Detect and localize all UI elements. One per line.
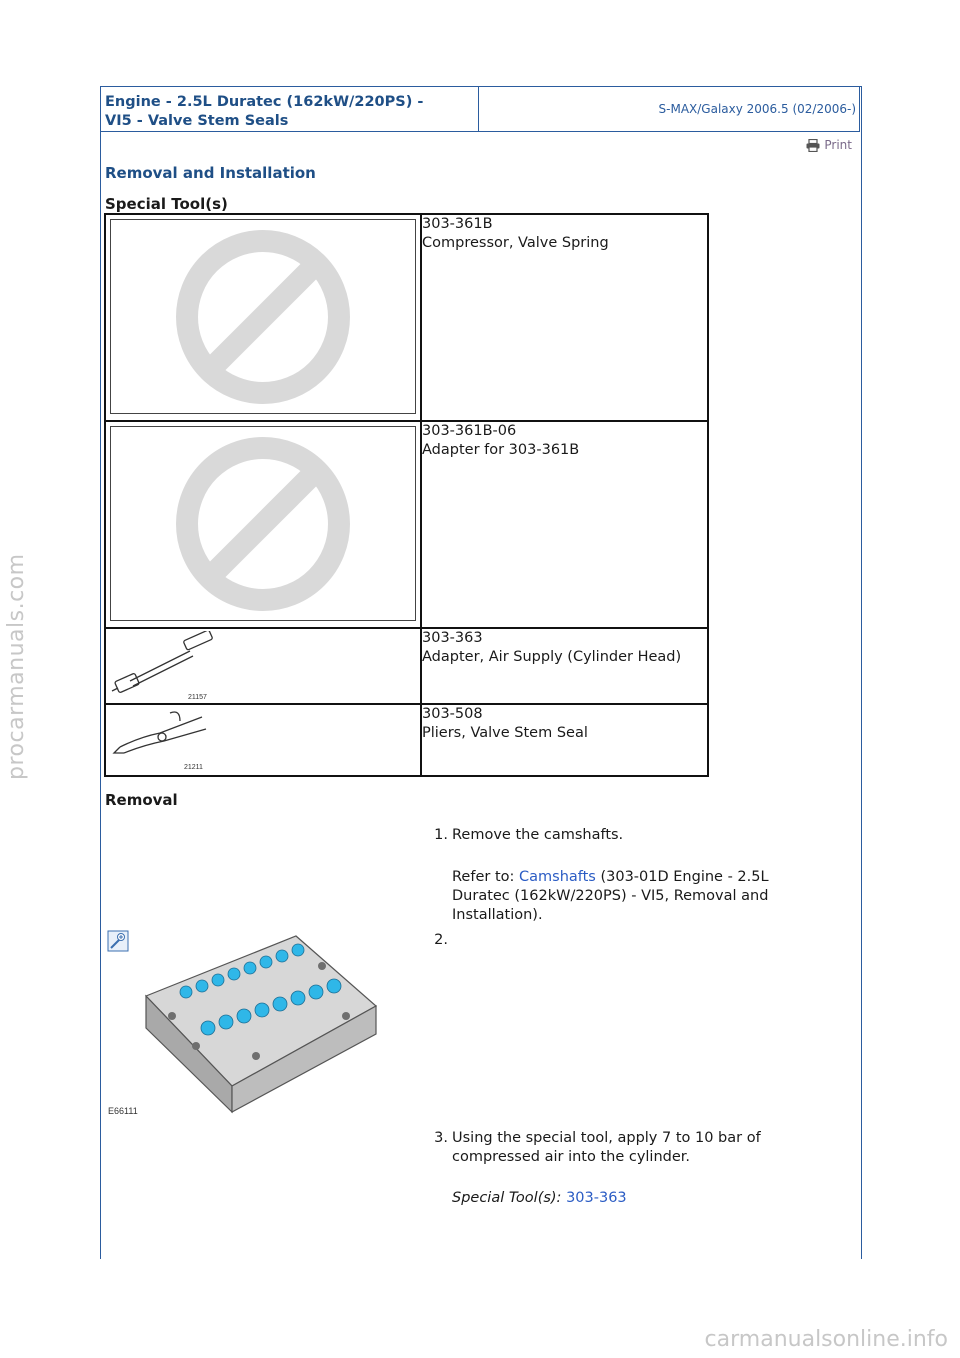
- step-text: Using the special tool, apply 7 to 10 bar of compressed air into the cylinder.: [452, 1130, 761, 1165]
- tool-row: [105, 704, 708, 776]
- illustration-label: E66111: [108, 1106, 138, 1116]
- air-adapter-illustration: [110, 631, 250, 701]
- tool-description-cell: [421, 628, 708, 704]
- tool-description-cell: [421, 421, 708, 628]
- image-unavailable-placeholder: [110, 219, 416, 414]
- tool-description-cell: [421, 214, 708, 421]
- tool-image-cell: [105, 628, 421, 704]
- tool-description-cell: [421, 704, 708, 776]
- tool-code: 303-361B-06: [422, 423, 517, 439]
- step-number: 2.: [434, 932, 448, 948]
- document-header: [100, 86, 860, 132]
- tool-image-cell: [105, 421, 421, 628]
- tool-row: [105, 421, 708, 628]
- refer-prefix: Refer to:: [452, 869, 519, 885]
- bottom-watermark: carmanualsonline.info: [704, 1327, 948, 1352]
- image-unavailable-placeholder: [110, 426, 416, 621]
- step-number: 1.: [434, 827, 448, 843]
- step-reference: [452, 868, 812, 925]
- special-tools-table: [104, 213, 709, 777]
- camshafts-link[interactable]: Camshafts: [519, 869, 596, 885]
- step-text: Remove the camshafts.: [452, 827, 624, 843]
- tool-code: 303-508: [422, 706, 483, 722]
- step-special-tool: [452, 1189, 812, 1208]
- cylinder-head-illustration: [106, 928, 382, 1120]
- tool-code: 303-363: [422, 630, 483, 646]
- tool-name: Pliers, Valve Stem Seal: [422, 725, 588, 741]
- print-button[interactable]: [806, 138, 852, 152]
- special-tool-prefix: Special Tool(s):: [452, 1190, 562, 1206]
- title-line-1: Engine - 2.5L Duratec (162kW/220PS) -: [105, 94, 424, 110]
- step-number: 3.: [434, 1130, 448, 1146]
- tool-name: Compressor, Valve Spring: [422, 235, 609, 251]
- prohibited-icon: [173, 434, 353, 614]
- removal-step: [424, 826, 824, 936]
- side-watermark: procarmanuals.com: [4, 553, 29, 780]
- removal-title: Removal: [105, 791, 178, 809]
- removal-step: [424, 931, 484, 951]
- pliers-illustration: [110, 707, 250, 773]
- document-title: [101, 87, 479, 131]
- enlarge-image-icon[interactable]: [108, 931, 128, 951]
- removal-step: [424, 1129, 824, 1219]
- vehicle-model: S-MAX/Galaxy 2006.5 (02/2006-): [658, 102, 856, 116]
- section-title: Removal and Installation: [105, 164, 316, 182]
- printer-icon: [806, 139, 820, 152]
- refer-suffix: (303-01D Engine - 2.5L Duratec (162kW/220PS) - VI5, Removal and Installation).: [452, 869, 769, 923]
- tool-image-label: 21157: [188, 694, 207, 701]
- tool-row: [105, 214, 708, 421]
- tool-image-cell: [105, 214, 421, 421]
- prohibited-icon: [173, 227, 353, 407]
- tool-name: Adapter, Air Supply (Cylinder Head): [422, 649, 682, 665]
- tool-image-label: 21211: [184, 764, 203, 771]
- print-label: Print: [824, 138, 852, 152]
- tool-303-363-link[interactable]: 303-363: [566, 1190, 627, 1206]
- title-line-2: VI5 - Valve Stem Seals: [105, 113, 289, 129]
- tool-code: 303-361B: [422, 216, 493, 232]
- special-tools-title: Special Tool(s): [105, 195, 228, 213]
- tool-image-cell: [105, 704, 421, 776]
- tool-name: Adapter for 303-361B: [422, 442, 580, 458]
- tool-row: [105, 628, 708, 704]
